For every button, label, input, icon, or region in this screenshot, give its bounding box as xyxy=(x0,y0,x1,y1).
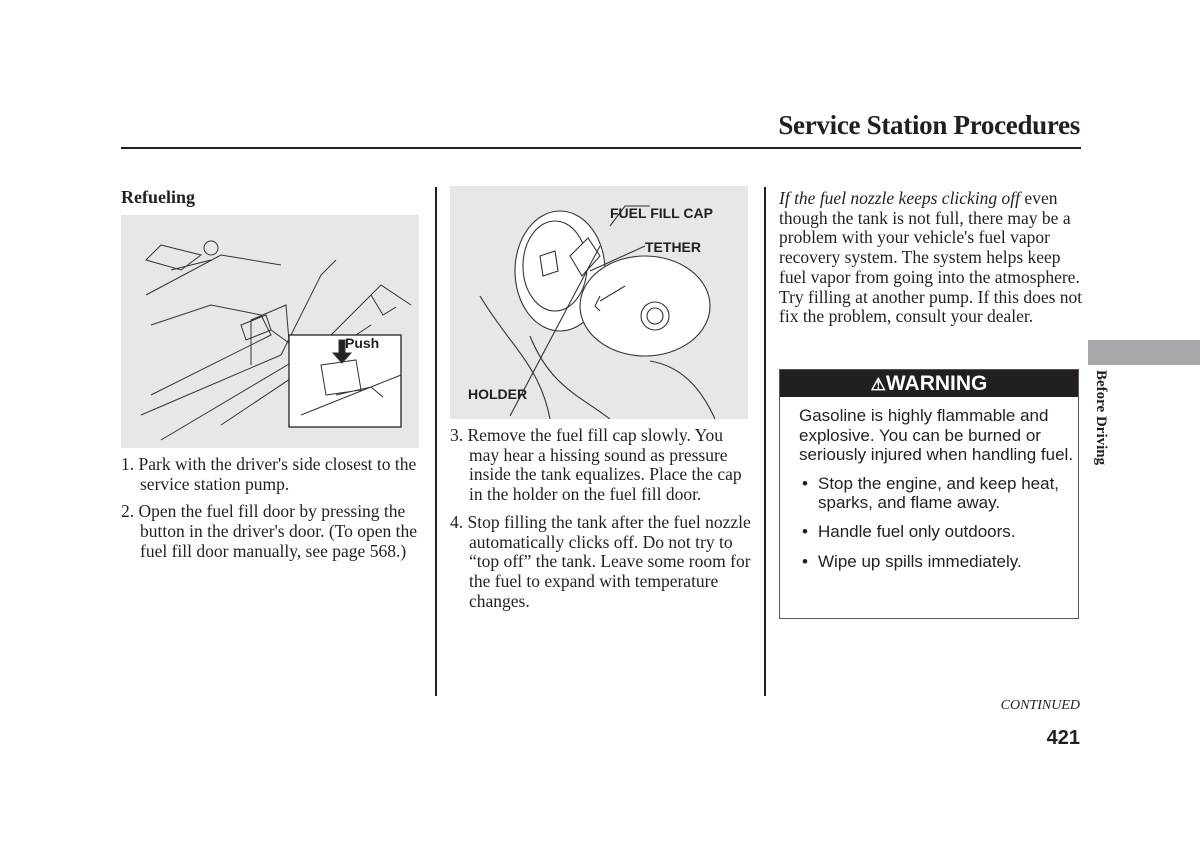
warning-triangle-icon: ⚠ xyxy=(870,375,886,394)
fuel-cap-illustration xyxy=(450,186,748,419)
warning-text: Gasoline is highly flammable and explosive. You can be burned or seriously injured when handling fuel. xyxy=(799,406,1074,465)
continued-label: CONTINUED xyxy=(1000,698,1080,713)
warning-bullet: • Stop the engine, and keep heat, sparks, and flame away. xyxy=(799,474,1078,513)
fuel-fill-cap-label: FUEL FILL CAP xyxy=(610,205,713,221)
warning-header xyxy=(780,370,1078,397)
column-divider xyxy=(435,187,437,696)
section-heading: Refueling xyxy=(121,187,195,207)
nozzle-paragraph-text: even though the tank is not full, there may be a problem with your vehicle's fuel vapor recovery system. The system helps keep fuel vapor from going into the atmosphere. Try filling at another pump. If this does not fix the problem, consult your dealer. xyxy=(779,188,1083,327)
warning-bullet: • Wipe up spills immediately. xyxy=(799,552,1078,572)
step-1: 1. Park with the driver's side closest to the service station pump. xyxy=(121,454,417,494)
section-side-label: Before Driving xyxy=(1093,370,1109,466)
step-2: 2. Open the fuel fill door by pressing the button in the driver's door. (To open the fuel fill door manually, see page 568.) xyxy=(121,501,418,561)
page-title: Service Station Procedures xyxy=(778,110,1080,140)
section-tab-marker xyxy=(1088,340,1200,365)
step-3: 3. Remove the fuel fill cap slowly. You may hear a hissing sound as pressure inside the tank equalizes. Place the cap in the holder on the fuel fill door. xyxy=(450,425,742,505)
column-divider xyxy=(764,187,766,696)
holder-label: HOLDER xyxy=(468,386,528,402)
page-number: 421 xyxy=(1046,727,1080,749)
warning-box xyxy=(779,369,1079,619)
tether-label: TETHER xyxy=(645,239,701,255)
nozzle-paragraph-lead: If the fuel nozzle keeps clicking off xyxy=(779,188,1021,208)
door-button-illustration xyxy=(121,215,419,448)
header-rule xyxy=(121,147,1081,149)
push-label: Push xyxy=(345,335,380,351)
warning-title: WARNING xyxy=(885,372,988,395)
step-4: 4. Stop filling the tank after the fuel nozzle automatically clicks off. Do not try to “top off” the tank. Leave some room for the fuel to expand with temperature changes. xyxy=(450,511,751,611)
nozzle-paragraph xyxy=(779,189,1084,327)
warning-bullet: • Handle fuel only outdoors. xyxy=(799,522,1078,542)
